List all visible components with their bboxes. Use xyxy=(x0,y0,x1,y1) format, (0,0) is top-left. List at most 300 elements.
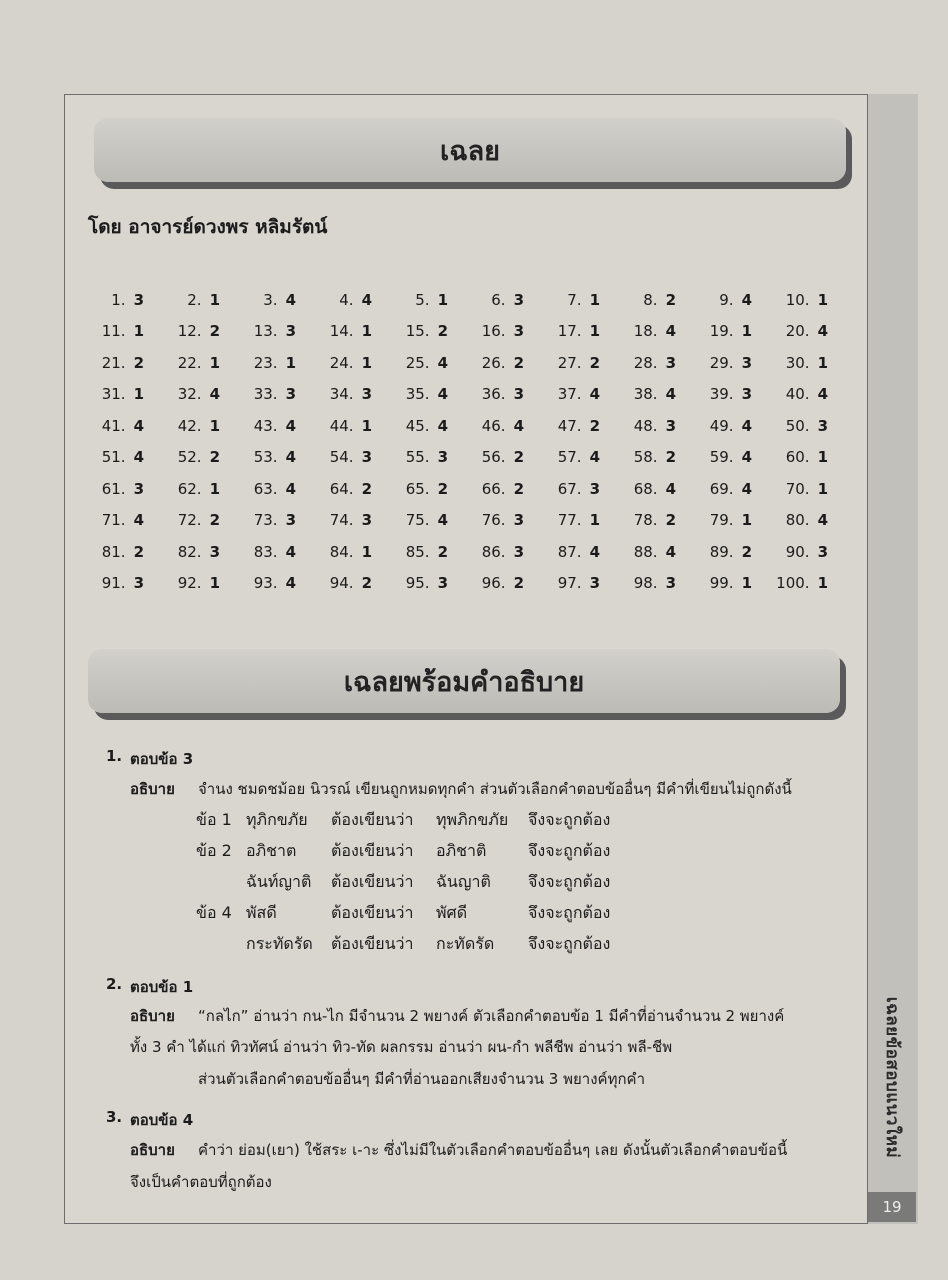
author-line: โดย อาจารย์ดวงพร หลิมรัตน์ xyxy=(88,216,328,238)
answer-choice: 4 xyxy=(665,322,676,341)
answer-choice: 2 xyxy=(513,353,524,372)
question-number: 88. xyxy=(633,542,658,561)
answer-choice: 4 xyxy=(665,542,676,561)
q1-choice-row xyxy=(0,901,700,923)
answer-choice: 2 xyxy=(513,479,524,498)
answer-choice: 1 xyxy=(589,290,600,309)
answer-cell xyxy=(232,536,308,568)
question-number: 21. xyxy=(101,353,126,372)
answer-cell xyxy=(460,316,536,348)
answer-choice: 4 xyxy=(285,416,296,435)
answer-cell xyxy=(308,536,384,568)
q3-line2: จึงเป็นคำตอบที่ถูกต้อง xyxy=(130,1173,272,1191)
question-number: 55. xyxy=(405,448,430,467)
answer-choice: 3 xyxy=(665,353,676,372)
answer-cell xyxy=(688,410,764,442)
answer-cell xyxy=(460,347,536,379)
answer-cell xyxy=(156,379,232,411)
question-number: 4. xyxy=(339,290,354,309)
side-label: เฉลยข้อสอบแนวใหม่ xyxy=(882,996,903,1159)
answer-cell xyxy=(764,347,840,379)
q1-choice-row xyxy=(0,808,700,830)
answer-cell xyxy=(688,284,764,316)
question-number: 50. xyxy=(785,416,810,435)
answer-choice: 2 xyxy=(209,448,220,467)
answer-choice: 4 xyxy=(437,416,448,435)
q1-number: 1. xyxy=(106,747,123,765)
answer-choice: 1 xyxy=(285,353,296,372)
question-number: 25. xyxy=(405,353,430,372)
question-number: 1. xyxy=(111,290,126,309)
answer-choice: 4 xyxy=(817,322,828,341)
answer-choice: 3 xyxy=(741,385,752,404)
answer-cell xyxy=(156,316,232,348)
answer-cell xyxy=(536,316,612,348)
answer-choice: 4 xyxy=(285,542,296,561)
question-number: 34. xyxy=(329,385,354,404)
answer-choice: 3 xyxy=(513,322,524,341)
question-number: 49. xyxy=(709,416,734,435)
question-number: 83. xyxy=(253,542,278,561)
question-number: 63. xyxy=(253,479,278,498)
question-number: 81. xyxy=(101,542,126,561)
q1-right: ฉันญาติ xyxy=(436,872,491,891)
question-number: 98. xyxy=(633,574,658,593)
question-number: 72. xyxy=(177,511,202,530)
answer-cell xyxy=(460,442,536,474)
question-number: 35. xyxy=(405,385,430,404)
answer-choice: 4 xyxy=(209,385,220,404)
question-number: 54. xyxy=(329,448,354,467)
answer-choice: 4 xyxy=(133,416,144,435)
answer-cell xyxy=(384,316,460,348)
answer-choice: 2 xyxy=(209,511,220,530)
answer-choice: 2 xyxy=(437,542,448,561)
answer-cell xyxy=(156,568,232,600)
answer-cell xyxy=(80,347,156,379)
answer-cell xyxy=(384,347,460,379)
answer-cell xyxy=(764,442,840,474)
question-number: 31. xyxy=(101,385,126,404)
answer-cell xyxy=(308,473,384,505)
answer-choice: 4 xyxy=(437,511,448,530)
answer-cell xyxy=(688,505,764,537)
answer-choice: 4 xyxy=(361,290,372,309)
question-number: 57. xyxy=(557,448,582,467)
answer-choice: 1 xyxy=(817,448,828,467)
q1-must: ต้องเขียนว่า xyxy=(331,903,414,922)
question-number: 51. xyxy=(101,448,126,467)
answer-cell xyxy=(156,284,232,316)
answer-cell xyxy=(232,316,308,348)
answer-cell xyxy=(384,379,460,411)
answer-choice: 1 xyxy=(817,479,828,498)
answer-cell xyxy=(612,536,688,568)
answer-choice: 3 xyxy=(665,416,676,435)
answer-choice: 2 xyxy=(361,479,372,498)
question-number: 96. xyxy=(481,574,506,593)
answer-cell xyxy=(688,473,764,505)
answer-cell xyxy=(384,568,460,600)
answer-cell xyxy=(460,536,536,568)
answer-choice: 3 xyxy=(209,542,220,561)
answer-choice: 4 xyxy=(741,290,752,309)
question-number: 33. xyxy=(253,385,278,404)
answer-choice: 1 xyxy=(437,290,448,309)
answer-choice: 1 xyxy=(741,511,752,530)
question-number: 62. xyxy=(177,479,202,498)
question-number: 91. xyxy=(101,574,126,593)
question-number: 60. xyxy=(785,448,810,467)
question-number: 74. xyxy=(329,511,354,530)
question-number: 76. xyxy=(481,511,506,530)
question-number: 56. xyxy=(481,448,506,467)
answer-choice: 3 xyxy=(285,322,296,341)
question-number: 11. xyxy=(101,322,126,341)
answer-cell xyxy=(232,347,308,379)
q1-right: พัศดี xyxy=(436,903,468,922)
answer-cell xyxy=(384,473,460,505)
question-number: 2. xyxy=(187,290,202,309)
answer-cell xyxy=(80,473,156,505)
answer-choice: 1 xyxy=(133,385,144,404)
answer-choice: 2 xyxy=(209,322,220,341)
answer-choice: 1 xyxy=(209,353,220,372)
question-number: 77. xyxy=(557,511,582,530)
question-number: 39. xyxy=(709,385,734,404)
q1-must: ต้องเขียนว่า xyxy=(331,872,414,891)
answer-choice: 3 xyxy=(361,385,372,404)
question-number: 85. xyxy=(405,542,430,561)
question-number: 78. xyxy=(633,511,658,530)
answer-grid xyxy=(80,284,840,599)
answer-cell xyxy=(156,473,232,505)
answer-choice: 4 xyxy=(437,353,448,372)
question-number: 69. xyxy=(709,479,734,498)
answer-cell xyxy=(460,473,536,505)
answer-cell xyxy=(536,568,612,600)
question-number: 28. xyxy=(633,353,658,372)
answer-cell xyxy=(612,379,688,411)
q3-number: 3. xyxy=(106,1108,123,1126)
q1-wrong: อภิชาต xyxy=(246,841,297,860)
answer-choice: 4 xyxy=(133,511,144,530)
answer-cell xyxy=(308,379,384,411)
q1-end: จึงจะถูกต้อง xyxy=(528,872,611,891)
answer-cell xyxy=(536,442,612,474)
answer-choice: 2 xyxy=(133,542,144,561)
q3-answer: ตอบข้อ 4 xyxy=(130,1111,194,1129)
answer-cell xyxy=(612,410,688,442)
answer-cell xyxy=(688,316,764,348)
answer-cell xyxy=(308,347,384,379)
answer-choice: 1 xyxy=(741,322,752,341)
answer-cell xyxy=(764,316,840,348)
answer-choice: 2 xyxy=(665,290,676,309)
answer-choice: 3 xyxy=(437,448,448,467)
page-number: 19 xyxy=(868,1192,916,1222)
answer-cell xyxy=(536,347,612,379)
q1-wrong: กระทัดรัด xyxy=(246,934,313,953)
answer-cell xyxy=(308,410,384,442)
q1-answer: ตอบข้อ 3 xyxy=(130,750,194,768)
answer-cell xyxy=(80,379,156,411)
answer-choice: 3 xyxy=(817,542,828,561)
q1-choice: ข้อ 1 xyxy=(196,810,232,829)
answer-choice: 1 xyxy=(209,574,220,593)
answer-cell xyxy=(460,379,536,411)
question-number: 53. xyxy=(253,448,278,467)
answer-choice: 4 xyxy=(589,385,600,404)
answer-cell xyxy=(156,347,232,379)
answer-choice: 3 xyxy=(361,448,372,467)
q2-label: อธิบาย xyxy=(130,1007,175,1025)
question-number: 99. xyxy=(709,574,734,593)
answer-choice: 4 xyxy=(589,542,600,561)
question-number: 5. xyxy=(415,290,430,309)
answer-choice: 1 xyxy=(133,322,144,341)
question-number: 84. xyxy=(329,542,354,561)
answer-cell xyxy=(764,536,840,568)
answer-cell xyxy=(232,505,308,537)
question-number: 100. xyxy=(776,574,810,593)
q1-label: อธิบาย xyxy=(130,780,175,798)
question-number: 9. xyxy=(719,290,734,309)
question-number: 38. xyxy=(633,385,658,404)
question-number: 6. xyxy=(491,290,506,309)
q2-line2: ทั้ง 3 คำ ได้แก่ ทิวทัศน์ อ่านว่า ทิว-ทัด ผลกรรม อ่านว่า ผน-กำ พลีชีพ อ่านว่า พลี-ชีพ xyxy=(130,1038,673,1056)
answer-choice: 3 xyxy=(133,290,144,309)
question-number: 24. xyxy=(329,353,354,372)
answer-choice: 3 xyxy=(285,511,296,530)
question-number: 90. xyxy=(785,542,810,561)
answer-choice: 2 xyxy=(361,574,372,593)
answer-choice: 1 xyxy=(817,353,828,372)
answer-choice: 2 xyxy=(665,511,676,530)
question-number: 37. xyxy=(557,385,582,404)
question-number: 14. xyxy=(329,322,354,341)
question-number: 29. xyxy=(709,353,734,372)
question-number: 93. xyxy=(253,574,278,593)
question-number: 20. xyxy=(785,322,810,341)
answer-choice: 3 xyxy=(741,353,752,372)
answer-cell xyxy=(612,316,688,348)
question-number: 80. xyxy=(785,511,810,530)
q1-choice: ข้อ 4 xyxy=(196,903,232,922)
answer-cell xyxy=(232,568,308,600)
answer-choice: 1 xyxy=(361,416,372,435)
answer-cell xyxy=(612,473,688,505)
answer-choice: 2 xyxy=(589,416,600,435)
answer-choice: 3 xyxy=(589,479,600,498)
question-number: 7. xyxy=(567,290,582,309)
question-number: 89. xyxy=(709,542,734,561)
answer-choice: 4 xyxy=(741,448,752,467)
q1-end: จึงจะถูกต้อง xyxy=(528,841,611,860)
question-number: 36. xyxy=(481,385,506,404)
answer-cell xyxy=(460,284,536,316)
question-number: 73. xyxy=(253,511,278,530)
question-number: 18. xyxy=(633,322,658,341)
answer-cell xyxy=(384,284,460,316)
answer-choice: 2 xyxy=(133,353,144,372)
question-number: 41. xyxy=(101,416,126,435)
q1-must: ต้องเขียนว่า xyxy=(331,934,414,953)
answer-cell xyxy=(232,284,308,316)
answer-choice: 4 xyxy=(817,385,828,404)
answer-choice: 4 xyxy=(285,574,296,593)
question-number: 47. xyxy=(557,416,582,435)
question-number: 45. xyxy=(405,416,430,435)
answer-cell xyxy=(156,536,232,568)
answer-cell xyxy=(460,410,536,442)
question-number: 66. xyxy=(481,479,506,498)
answer-cell xyxy=(308,284,384,316)
answer-choice: 1 xyxy=(209,416,220,435)
q2-line1: “กลไก” อ่านว่า กน-ไก มีจำนวน 2 พยางค์ ตัวเลือกคำตอบข้อ 1 มีคำที่อ่านจำนวน 2 พยางค์ xyxy=(198,1007,785,1025)
answer-cell xyxy=(384,410,460,442)
question-number: 87. xyxy=(557,542,582,561)
question-number: 10. xyxy=(785,290,810,309)
answer-choice: 4 xyxy=(665,479,676,498)
answer-choice: 3 xyxy=(361,511,372,530)
answer-choice: 2 xyxy=(741,542,752,561)
answer-cell xyxy=(308,568,384,600)
question-number: 16. xyxy=(481,322,506,341)
question-number: 71. xyxy=(101,511,126,530)
question-number: 75. xyxy=(405,511,430,530)
question-number: 15. xyxy=(405,322,430,341)
answer-choice: 4 xyxy=(437,385,448,404)
answer-cell xyxy=(536,505,612,537)
q1-wrong: ทุภิกขภัย xyxy=(246,810,308,829)
question-number: 68. xyxy=(633,479,658,498)
answer-cell xyxy=(308,442,384,474)
answer-choice: 3 xyxy=(513,542,524,561)
answer-choice: 1 xyxy=(817,574,828,593)
answer-cell xyxy=(612,568,688,600)
q2-answer: ตอบข้อ 1 xyxy=(130,978,194,996)
answer-choice: 1 xyxy=(589,511,600,530)
question-number: 8. xyxy=(643,290,658,309)
question-number: 67. xyxy=(557,479,582,498)
q1-choice-row xyxy=(0,932,700,954)
answer-choice: 4 xyxy=(513,416,524,435)
answer-choice: 2 xyxy=(665,448,676,467)
answer-choice: 1 xyxy=(817,290,828,309)
answer-cell xyxy=(612,442,688,474)
answer-choice: 2 xyxy=(437,479,448,498)
question-number: 64. xyxy=(329,479,354,498)
question-number: 65. xyxy=(405,479,430,498)
question-number: 3. xyxy=(263,290,278,309)
question-number: 44. xyxy=(329,416,354,435)
answer-choice: 3 xyxy=(513,385,524,404)
answer-cell xyxy=(308,316,384,348)
answer-choice: 4 xyxy=(133,448,144,467)
answer-key-banner xyxy=(94,118,846,182)
q1-choice-row xyxy=(0,839,700,861)
answer-cell xyxy=(764,379,840,411)
q1-end: จึงจะถูกต้อง xyxy=(528,903,611,922)
q3-label: อธิบาย xyxy=(130,1141,175,1159)
answer-choice: 3 xyxy=(589,574,600,593)
question-number: 79. xyxy=(709,511,734,530)
question-number: 26. xyxy=(481,353,506,372)
question-number: 70. xyxy=(785,479,810,498)
answer-cell xyxy=(688,568,764,600)
question-number: 58. xyxy=(633,448,658,467)
answer-cell xyxy=(156,505,232,537)
answer-cell xyxy=(536,410,612,442)
answer-cell xyxy=(384,442,460,474)
question-number: 46. xyxy=(481,416,506,435)
question-number: 82. xyxy=(177,542,202,561)
answer-cell xyxy=(536,284,612,316)
question-number: 42. xyxy=(177,416,202,435)
answer-choice: 3 xyxy=(133,574,144,593)
answer-choice: 3 xyxy=(513,511,524,530)
answer-choice: 2 xyxy=(513,448,524,467)
answer-choice: 2 xyxy=(437,322,448,341)
q1-text: จำนง ชมดชม้อย นิวรณ์ เขียนถูกหมดทุกคำ ส่วนตัวเลือกคำตอบข้ออื่นๆ มีคำที่เขียนไม่ถูกดังนี้ xyxy=(198,780,792,798)
question-number: 43. xyxy=(253,416,278,435)
answer-cell xyxy=(612,505,688,537)
q1-right: กะทัดรัด xyxy=(436,934,495,953)
answer-cell xyxy=(688,347,764,379)
answer-cell xyxy=(612,347,688,379)
question-number: 97. xyxy=(557,574,582,593)
answer-cell xyxy=(232,379,308,411)
answer-cell xyxy=(384,536,460,568)
answer-cell xyxy=(232,473,308,505)
question-number: 92. xyxy=(177,574,202,593)
answer-choice: 3 xyxy=(437,574,448,593)
answer-cell xyxy=(460,505,536,537)
question-number: 48. xyxy=(633,416,658,435)
question-number: 19. xyxy=(709,322,734,341)
question-number: 32. xyxy=(177,385,202,404)
question-number: 27. xyxy=(557,353,582,372)
answer-cell xyxy=(232,410,308,442)
q1-right: ทุพภิกขภัย xyxy=(436,810,509,829)
question-number: 13. xyxy=(253,322,278,341)
question-number: 86. xyxy=(481,542,506,561)
section-title: เฉลย xyxy=(440,135,500,167)
answer-cell xyxy=(764,410,840,442)
answer-choice: 4 xyxy=(285,290,296,309)
q1-end: จึงจะถูกต้อง xyxy=(528,810,611,829)
answer-choice: 1 xyxy=(741,574,752,593)
answer-cell xyxy=(764,473,840,505)
answer-cell xyxy=(612,284,688,316)
answer-cell xyxy=(536,473,612,505)
answer-cell xyxy=(156,442,232,474)
answer-choice: 3 xyxy=(133,479,144,498)
question-number: 52. xyxy=(177,448,202,467)
q3-line1: คำว่า ย่อม(เยา) ใช้สระ เ-าะ ซึ่งไม่มีในตัวเลือกคำตอบข้ออื่นๆ เลย ดังนั้นตัวเลือกคำตอบข้อนี้ xyxy=(198,1141,788,1159)
answer-cell xyxy=(688,442,764,474)
answer-choice: 3 xyxy=(817,416,828,435)
q1-must: ต้องเขียนว่า xyxy=(331,841,414,860)
question-number: 61. xyxy=(101,479,126,498)
answer-cell xyxy=(688,536,764,568)
answer-cell xyxy=(688,379,764,411)
question-number: 95. xyxy=(405,574,430,593)
answer-cell xyxy=(384,505,460,537)
q1-must: ต้องเขียนว่า xyxy=(331,810,414,829)
q1-wrong: พัสดี xyxy=(246,903,277,922)
